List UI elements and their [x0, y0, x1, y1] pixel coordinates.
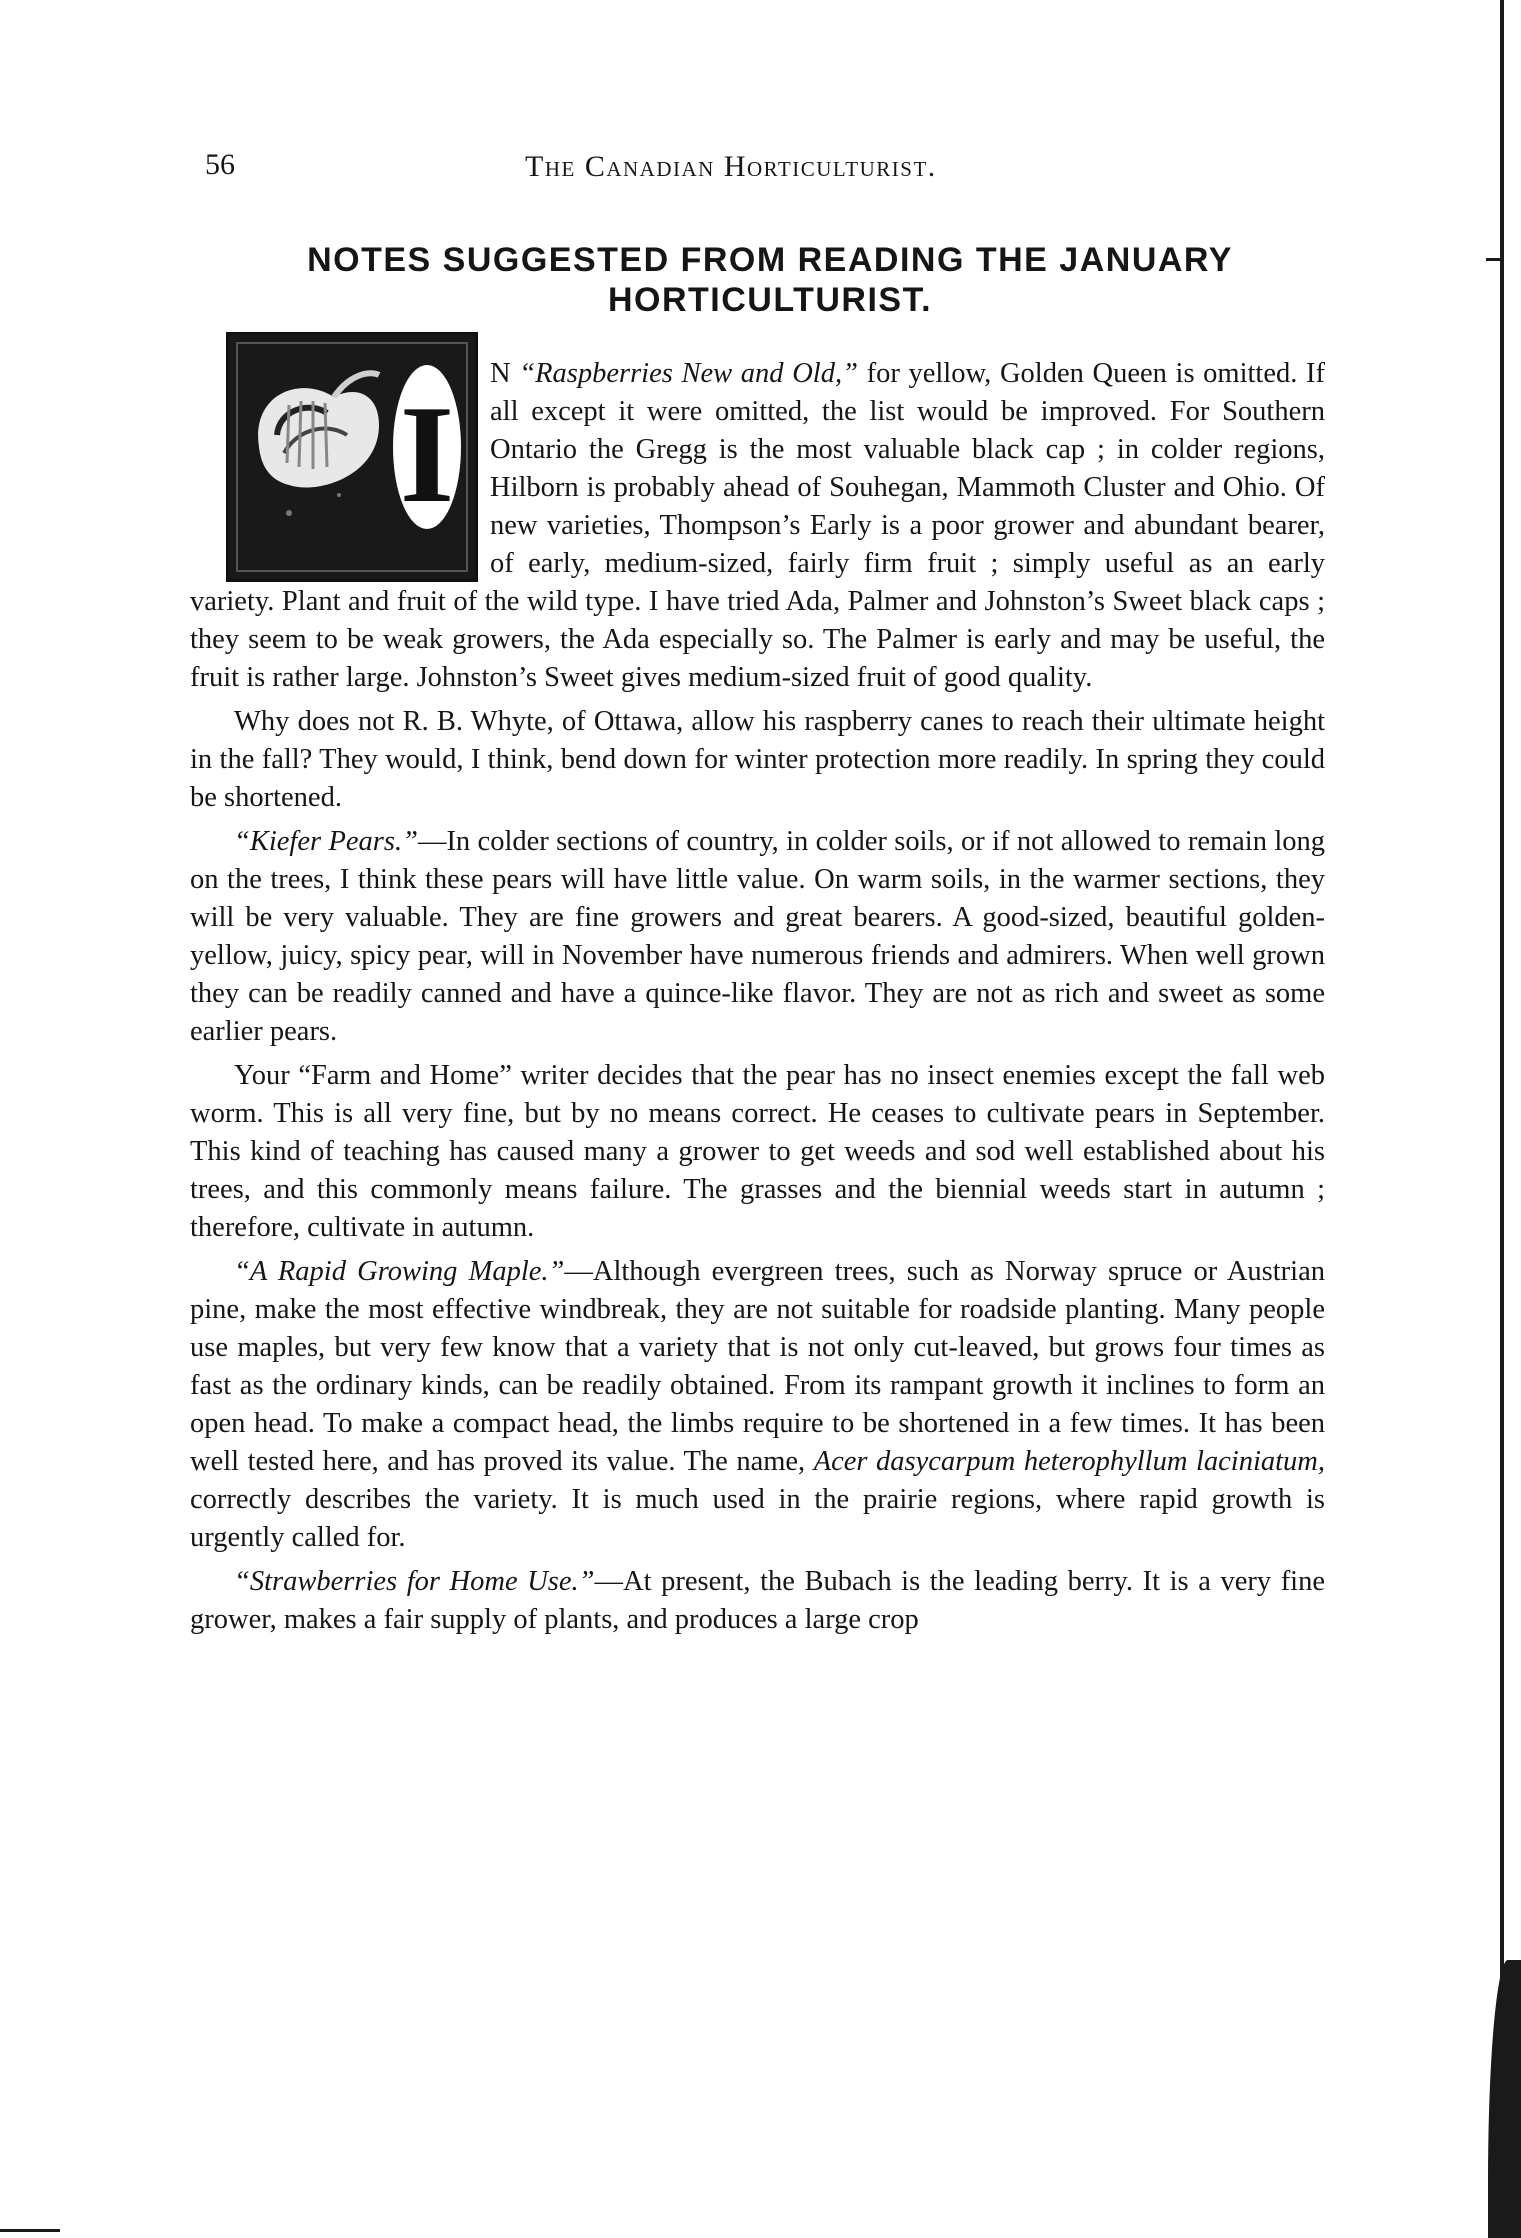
journal-title: The Canadian Horticulturist. [525, 150, 937, 183]
paragraph-raspberries [190, 355, 1325, 697]
drop-cap-letter: I [399, 377, 455, 532]
paragraph-strawberries [190, 1563, 1325, 1639]
paragraph-text: —In colder sections of country, in colder soils, or if not allowed to remain long on the trees, I think these pears will have little value. On warm soils, in the warmer sections, they will be very valuable. They are fine growers and great bearers. A good-sized, beautiful golden-yellow, juicy, spicy pear, will in November have numerous friends and admirers. When well grown they can be readily canned and have a quince-like flavor. They are not as rich and sweet as some earlier pears. [190, 826, 1326, 1047]
paragraph-farm-and-home: Your “Farm and Home” writer decides that the pear has no insect enemies except the fall web worm. This is all very fine, but by no means correct. He ceases to cultivate pears in September. This kind of teaching has caused many a grower to get weeds and sod well established about his trees, and this commonly means failure. The grasses and the biennial weeds start in autumn ; therefore, cultivate in autumn. [190, 1060, 1325, 1243]
quote-title-maple: “A Rapid Growing Maple.” [234, 1256, 565, 1287]
paragraph-text: correctly describes the variety. It is much used in the prairie regions, where rapid growth is urgently called for. [190, 1484, 1325, 1553]
article-title: NOTES SUGGESTED FROM READING THE JANUARY HORTICULTURIST. [307, 241, 1233, 319]
bottom-edge-line [0, 2229, 60, 2232]
paragraph-open-letter: N [490, 358, 511, 389]
page-edge-line [1500, 0, 1504, 2238]
drop-cap-space [190, 345, 490, 577]
running-head [205, 148, 1325, 188]
paragraph-text: —At present, the Bubach is the leading berry. It is a very fine grower, makes a fair supply of plants, and produces a large crop [190, 1566, 1325, 1635]
quote-title-raspberries: “Raspberries New and Old,” [519, 358, 858, 389]
page-number: 56 [205, 148, 235, 181]
article-body [190, 355, 1325, 1645]
paragraph-kiefer-pears [190, 823, 1325, 1051]
paragraph-text: for yellow, Golden Queen is omitted. If all except it were omitted, the list would be improved. For Southern Ontario the Gregg is the most valuable black cap ; in colder regions, Hilborn is probably ahead of Souhegan, Mammoth Cluster and Ohio. Of new varieties, Thompson’s Early is a poor grower and abundant bearer, of early, medium-sized, fairly firm fruit ; simply useful as an early variety. Plant and fruit of the wild type. I have tried Ada, Palmer and Johnston’s Sweet black caps ; they seem to be weak growers, the Ada especially so. The Palmer is early and may be useful, the fruit is rather large. Johnston’s Sweet gives medium-sized fruit of good quality. [190, 358, 1326, 693]
paragraph-whyte: Why does not R. B. Whyte, of Ottawa, allow his raspberry canes to reach their ultimate height in the fall? They would, I think, bend down for winter protection more readily. In spring they could be shortened. [190, 706, 1325, 813]
quote-title-strawberries: “Strawberries for Home Use.” [234, 1566, 595, 1597]
paragraph-maple [190, 1253, 1325, 1557]
paragraph-text: —Although evergreen trees, such as Norway spruce or Austrian pine, make the most effective windbreak, they are not suitable for roadside planting. Many people use maples, but very few know that a variety that is not only cut-leaved, but grows four times as fast as the ordinary kinds, can be readily obtained. From its rampant growth it inclines to form an open head. To make a compact head, the limbs require to be shortened in a few times. It has been well tested here, and has proved its value. The name, [190, 1256, 1325, 1477]
page-edge-blot [1488, 1960, 1521, 2238]
quote-title-kiefer-pears: “Kiefer Pears.” [234, 826, 418, 857]
page-edge-mark [1486, 258, 1504, 261]
latin-name: Acer dasycarpum heterophyllum laciniatum, [813, 1446, 1325, 1477]
